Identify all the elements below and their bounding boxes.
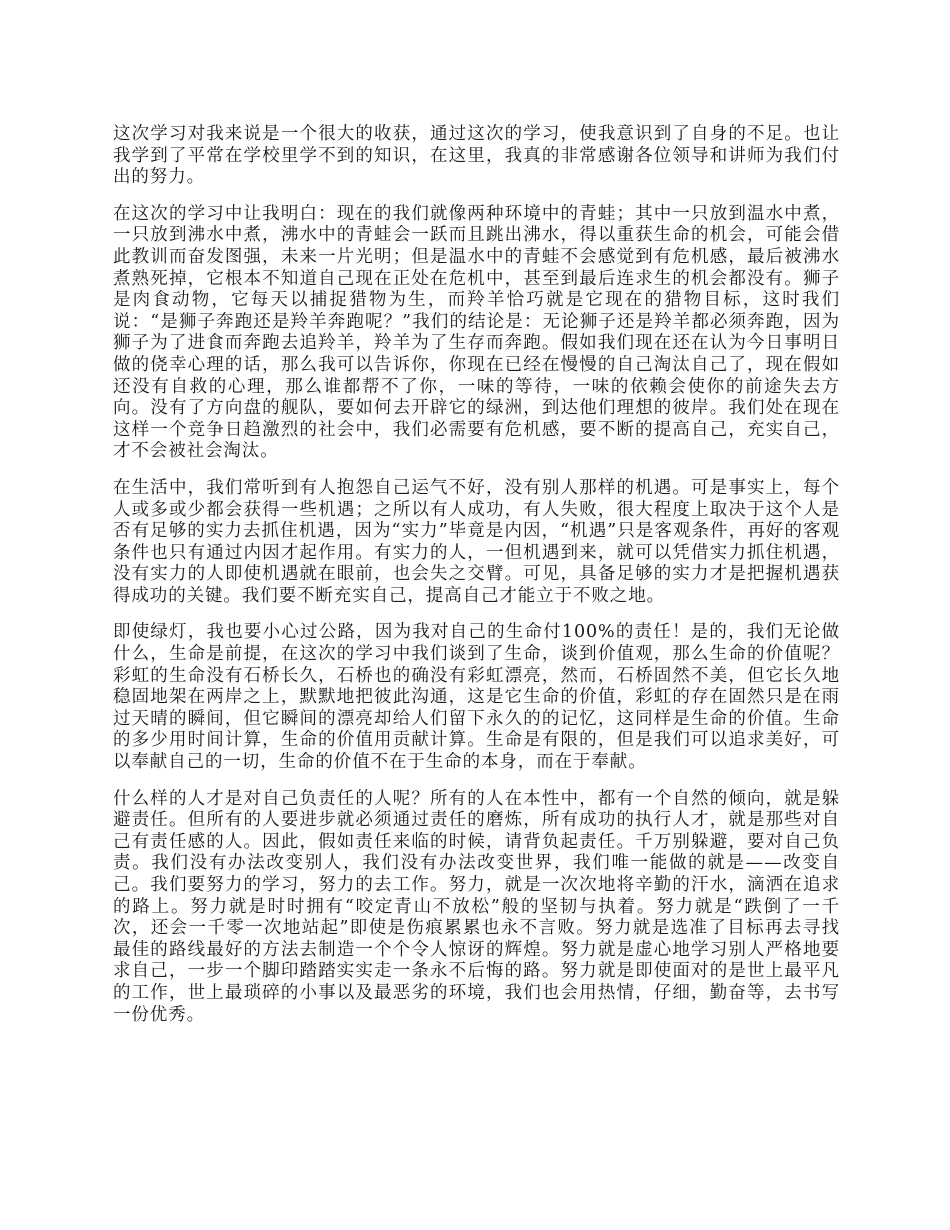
paragraph-1: 这次学习对我来说是一个很大的收获，通过这次的学习，使我意识到了自身的不足。也让我学到了平常在学校里学不到的知识，在这里，我真的非常感谢各位领导和讲师为我们付出的努力。 [113,124,840,188]
document-body [113,124,840,1041]
paragraph-5: 什么样的人才是对自己负责任的人呢？所有的人在本性中，都有一个自然的倾向，就是躲避责任。但所有的人要进步就必须通过责任的磨炼，所有成功的执行人才，就是那些对自己有责任感的人。因此，假如责任来临的时候，请背负起责任。千万别躲避，要对自己负责。我们没有办法改变别人，我们没有办法改变世界，我们唯一能做的就是——改变自己。我们要努力的学习，努力的去工作。努力，就是一次次地将辛勤的汗水，滴洒在追求的路上。努力就是时时拥有“咬定青山不放松”般的坚韧与执着。努力就是“跌倒了一千次，还会一千零一次地站起”即使是伤痕累累也永不言败。努力就是选准了目标再去寻找最佳的路线最好的方法去制造一个个令人惊讶的辉煌。努力就是虚心地学习别人严格地要求自己，一步一个脚印踏踏实实走一条永不后悔的路。努力就是即使面对的是世上最平凡的工作，世上最琐碎的小事以及最恶劣的环境，我们也会用热情，仔细，勤奋等，去书写一份优秀。 [113,788,840,1025]
paragraph-2: 在这次的学习中让我明白：现在的我们就像两种环境中的青蛙；其中一只放到温水中煮，一只放到沸水中煮，沸水中的青蛙会一跃而且跳出沸水，得以重获生命的机会，可能会借此教训而奋发图强，未来一片光明；但是温水中的青蛙不会感觉到有危机感，最后被沸水煮熟死掉，它根本不知道自己现在正处在危机中，甚至到最后连求生的机会都没有。狮子是肉食动物，它每天以捕捉猎物为生，而羚羊恰巧就是它现在的猎物目标，这时我们说：“是狮子奔跑还是羚羊奔跑呢？”我们的结论是：无论狮子还是羚羊都必须奔跑，因为狮子为了进食而奔跑去追羚羊，羚羊为了生存而奔跑。假如我们现在还在认为今日事明日做的侥幸心理的话，那么我可以告诉你，你现在已经在慢慢的自己淘汰自己了，现在假如还没有自救的心理，那么谁都帮不了你，一味的等待，一味的依赖会使你的前途失去方向。没有了方向盘的舰队，要如何去开辟它的绿洲，到达他们理想的彼岸。我们处在现在这样一个竞争日趋激烈的社会中，我们必需要有危机感，要不断的提高自己，充实自己，才不会被社会淘汰。 [113,203,840,462]
paragraph-4: 即使绿灯，我也要小心过公路，因为我对自己的生命付100%的责任！是的，我们无论做什么，生命是前提，在这次的学习中我们谈到了生命，谈到价值观，那么生命的价值呢？彩虹的生命没有石桥长久，石桥也的确没有彩虹漂亮，然而，石桥固然不美，但它长久地稳固地架在两岸之上，默默地把彼此沟通，这是它生命的价值，彩虹的存在固然只是在雨过天晴的瞬间，但它瞬间的漂亮却给人们留下永久的的记忆，这同样是生命的价值。生命的多少用时间计算，生命的价值用贡献计算。生命是有限的，但是我们可以追求美好，可以奉献自己的一切，生命的价值不在于生命的本身，而在于奉献。 [113,622,840,773]
paragraph-3: 在生活中，我们常听到有人抱怨自己运气不好，没有别人那样的机遇。可是事实上，每个人或多或少都会获得一些机遇；之所以有人成功，有人失败，很大程度上取决于这个人是否有足够的实力去抓住机遇，因为“实力”毕竟是内因，“机遇”只是客观条件，再好的客观条件也只有通过内因才起作用。有实力的人，一但机遇到来，就可以凭借实力抓住机遇，没有实力的人即使机遇就在眼前，也会失之交臂。可见，具备足够的实力才是把握机遇获得成功的关键。我们要不断充实自己，提高自己才能立于不败之地。 [113,477,840,606]
